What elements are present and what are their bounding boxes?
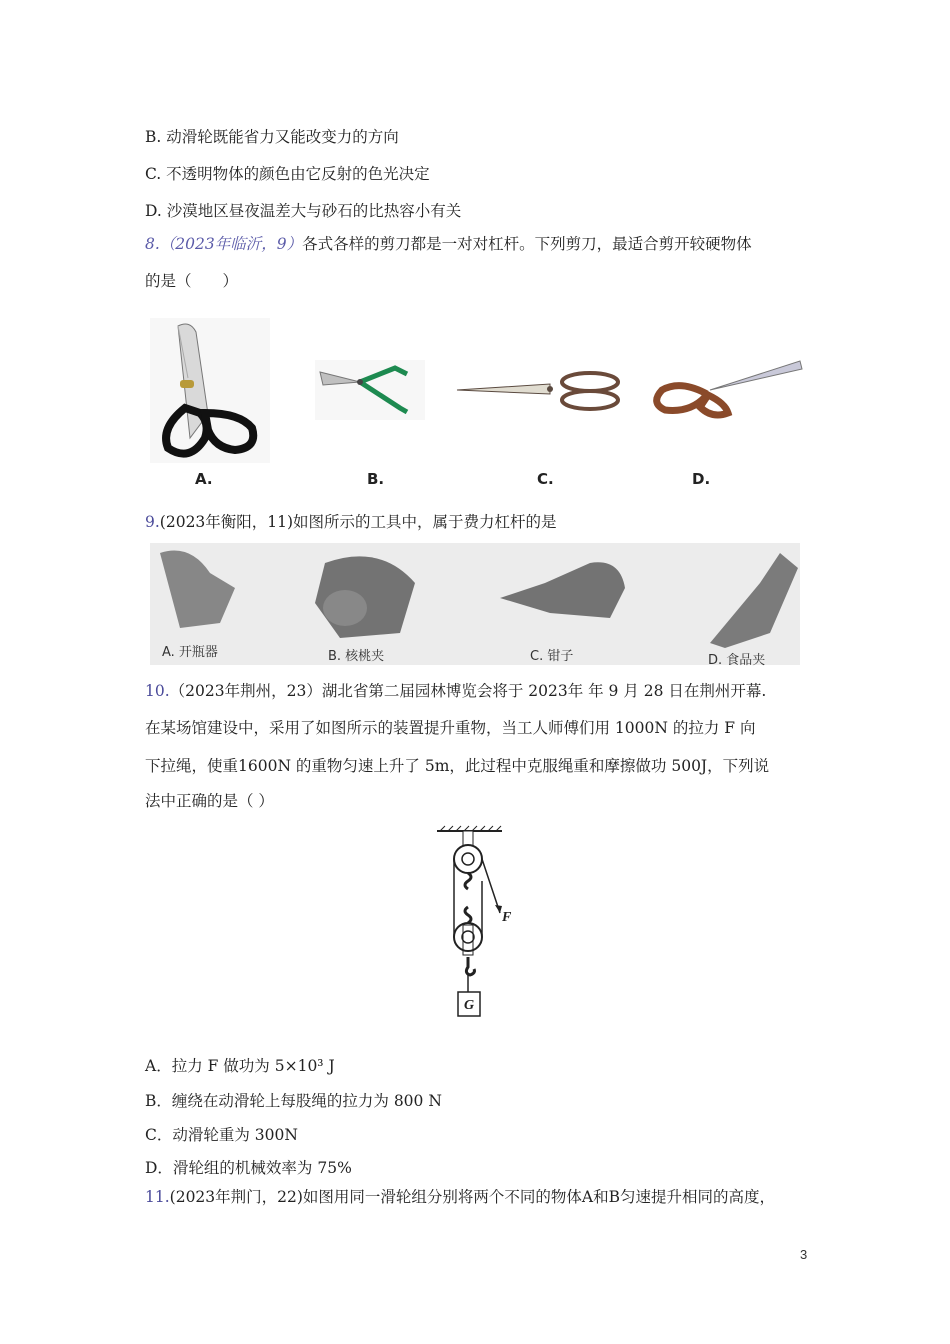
force-label: F — [502, 910, 512, 925]
q11-number: 11. — [145, 1188, 170, 1206]
tool-d-label: D. 食品夹 — [708, 653, 766, 668]
q11-stem — [145, 1186, 775, 1208]
q9-number: 9. — [145, 513, 160, 531]
page-number: 3 — [800, 1247, 808, 1262]
q8-stem-line2: 的是（ ） — [145, 272, 239, 290]
q8-source: （2023年临沂，9） — [159, 235, 303, 253]
q9-tools-photo — [150, 543, 800, 668]
q10-stem-line1 — [145, 680, 766, 702]
q10-text-1: （2023年荆州，23）湖北省第二届园林博览会将于 2023年 年 9 月 28 日在荆州开幕. — [169, 682, 767, 700]
q11-text: (2023年荆门，22)如图用同一滑轮组分别将两个不同的物体A和B匀速提升相同的高度， — [169, 1188, 776, 1206]
scissors-d-image — [650, 355, 805, 420]
scissors-a-image — [150, 318, 270, 463]
q8-number: 8. — [145, 235, 160, 253]
q10-number: 10. — [145, 682, 170, 700]
q10-stem-line3: 下拉绳，使重1600N 的重物匀速上升了 5m，此过程中克服绳重和摩擦做功 500J，下列说 — [145, 757, 770, 775]
tool-a-label: A. 开瓶器 — [162, 645, 218, 660]
q10-option-b: B．缠绕在动滑轮上每股绳的拉力为 800 N — [145, 1092, 442, 1110]
q8-text: 各式各样的剪刀都是一对对杠杆。下列剪刀，最适合剪开较硬物体 — [302, 235, 752, 253]
scissors-c-image — [455, 370, 625, 415]
q7-option-d: D. 沙漠地区昼夜温差大与砂石的比热容小有关 — [145, 202, 462, 220]
tool-b-label: B. 核桃夹 — [328, 649, 385, 664]
scissors-d-label: D. — [692, 470, 711, 488]
scissors-c-label: C. — [537, 470, 554, 488]
tool-c-label: C. 钳子 — [530, 649, 574, 664]
weight-label: G — [464, 998, 475, 1013]
q8-stem-line1 — [145, 233, 752, 255]
q10-stem-line4: 法中正确的是（ ） — [145, 792, 274, 810]
scissors-a-label: A. — [195, 470, 213, 488]
scissors-b-label: B. — [367, 470, 385, 488]
scissors-b-image — [315, 360, 425, 420]
q10-stem-line2: 在某场馆建设中，采用了如图所示的装置提升重物，当工人师傅们用 1000N 的拉力 F 向 — [145, 719, 756, 737]
q9-stem — [145, 511, 557, 533]
q10-option-a: A．拉力 F 做功为 5×10³ J — [145, 1057, 335, 1075]
q7-option-c: C. 不透明物体的颜色由它反射的色光决定 — [145, 165, 430, 183]
q10-option-d: D．滑轮组的机械效率为 75% — [145, 1159, 352, 1177]
q10-option-c: C．动滑轮重为 300N — [145, 1126, 298, 1144]
q7-option-b: B. 动滑轮既能省力又能改变力的方向 — [145, 128, 399, 146]
q9-text: (2023年衡阳，11)如图所示的工具中，属于费力杠杆的是 — [159, 513, 557, 531]
